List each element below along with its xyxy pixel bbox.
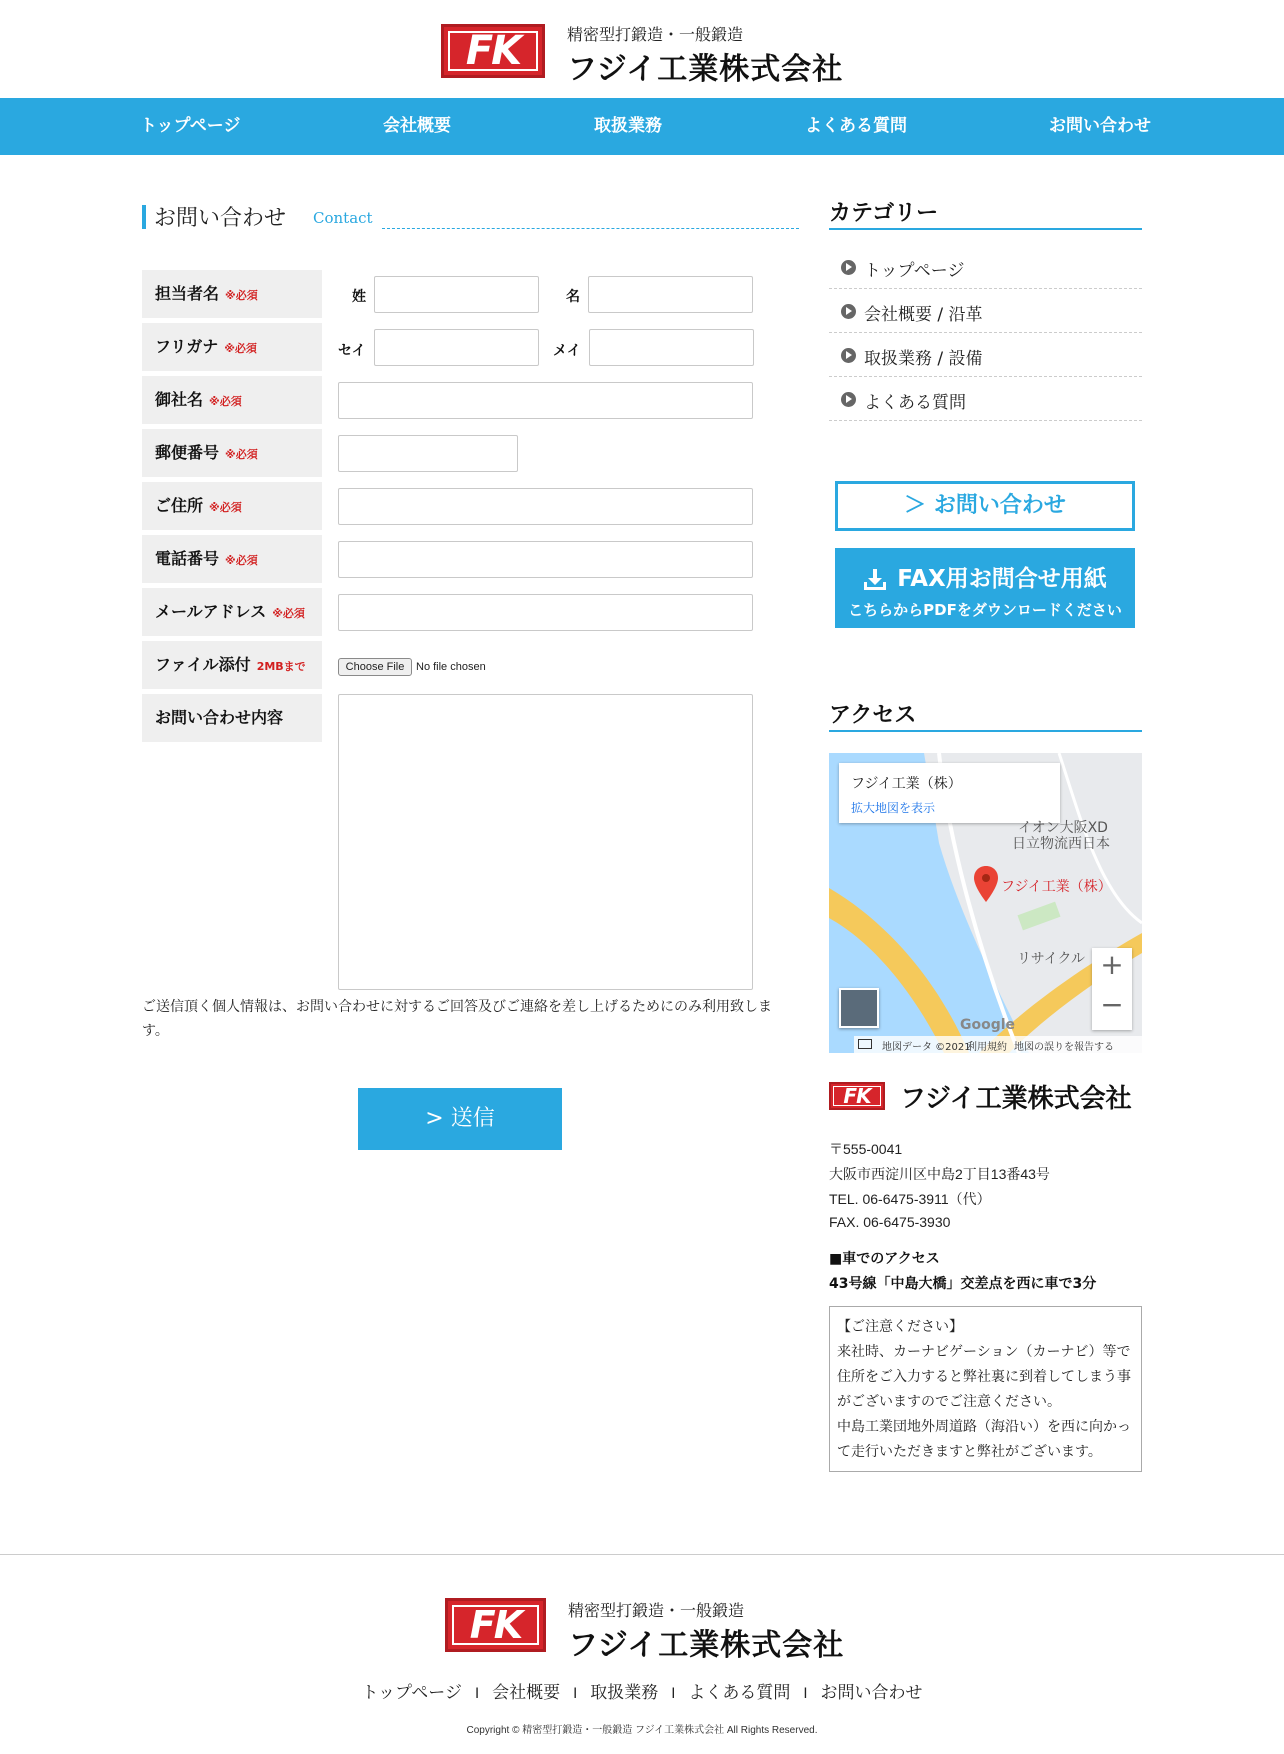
category-underline	[829, 228, 1142, 230]
google-map[interactable]	[829, 753, 1142, 1053]
nav-top[interactable]: トップページ	[140, 116, 241, 136]
privacy-notice: ご送信頂く個人情報は、お問い合わせに対するご回答及びご連絡を差し上げるためにのみ利用致しま す。	[142, 999, 772, 1039]
map-pin-icon[interactable]	[974, 866, 998, 902]
submit-button[interactable]: > 送信	[358, 1088, 562, 1150]
map-report-link[interactable]: 地図の誤りを報告する	[1014, 1042, 1114, 1053]
footer-divider	[0, 1554, 1284, 1555]
play-circle-icon	[841, 304, 856, 319]
footer-link-top[interactable]: トップページ	[361, 1683, 462, 1703]
map-larger-link[interactable]: 拡大地図を表示	[851, 801, 936, 815]
car-access-route: 43号線「中島大橋」交差点を西に車で3分	[829, 1276, 1097, 1292]
email-input[interactable]	[338, 594, 753, 631]
phone-input[interactable]	[338, 541, 753, 578]
main-nav	[0, 98, 1284, 155]
nav-company[interactable]: 会社概要	[383, 116, 451, 136]
fk-logo-small: FK	[829, 1082, 885, 1110]
required-mark: ※必須	[209, 501, 242, 514]
car-access-title: ■車でのアクセス	[829, 1251, 940, 1267]
access-zip: 〒555-0041	[829, 1141, 903, 1157]
access-company-name: フジイ工業株式会社	[900, 1084, 1132, 1114]
map-label-hitachi: 日立物流西日本	[1012, 836, 1110, 852]
required-mark: ※必須	[225, 554, 258, 567]
access-heading: アクセス	[829, 703, 917, 728]
label-message: お問い合わせ内容	[142, 694, 322, 742]
first-name-kana-input[interactable]	[589, 329, 754, 366]
required-mark: ※必須	[272, 607, 305, 620]
access-fax: FAX. 06-6475-3930	[829, 1214, 951, 1230]
footer-link-company[interactable]: 会社概要	[492, 1683, 561, 1703]
play-circle-icon	[841, 348, 856, 363]
access-tel: TEL. 06-6475-3911（代）	[829, 1191, 991, 1207]
title-accent-bar	[142, 205, 146, 229]
label-company: 御社名 ※必須	[142, 376, 322, 424]
label-zip: 郵便番号 ※必須	[142, 429, 322, 477]
zoom-out-button[interactable]: −	[1100, 988, 1124, 1021]
map-attribution: 地図データ ©2021 利用規約 地図の誤りを報告する	[854, 1036, 1142, 1053]
footer-link-business[interactable]: 取扱業務	[590, 1683, 659, 1703]
label-phone: 電話番号 ※必須	[142, 535, 322, 583]
map-label-recycle: リサイクル	[1017, 951, 1086, 967]
fk-logo[interactable]	[441, 24, 545, 78]
last-name-input[interactable]	[374, 276, 539, 313]
footer-link-contact[interactable]: お問い合わせ	[820, 1683, 923, 1703]
category-item-faq[interactable]: よくある質問	[829, 377, 1142, 421]
address-input[interactable]	[338, 488, 753, 525]
file-status: No file chosen	[416, 661, 486, 673]
page-title-en: Contact	[313, 209, 373, 227]
file-limit-note: 2MBまで	[256, 660, 306, 673]
site-header	[0, 0, 1284, 98]
label-email: メールアドレス ※必須	[142, 588, 322, 636]
map-label-aeon: イオン大阪XD	[1018, 820, 1108, 836]
company-input[interactable]	[338, 382, 753, 419]
message-textarea[interactable]	[338, 694, 753, 990]
label-mei-kana: メイ	[553, 343, 581, 359]
footer-nav: トップページ I 会社概要 I 取扱業務 I よくある質問 I お問い合わせ	[361, 1683, 923, 1703]
label-furigana: フリガナ ※必須	[142, 323, 322, 371]
caution-box: 【ご注意ください】 来社時、カーナビゲーション（カーナビ）等で 住所をご入力すると弊社裏に到着してしまう事 がございますのでご注意ください。 中島工業団地外周道路（海沿い）を西に向かっ て走行いただきますと弊社がございます。	[829, 1306, 1142, 1472]
play-circle-icon	[841, 260, 856, 275]
required-mark: ※必須	[209, 395, 242, 408]
map-terms-link[interactable]: 利用規約	[967, 1042, 1007, 1053]
label-sei-kana: セイ	[338, 343, 366, 359]
footer-tagline: 精密型打鍛造・一般鍛造	[568, 1601, 745, 1620]
required-mark: ※必須	[225, 289, 258, 302]
access-address: 大阪市西淀川区中島2丁目13番43号	[829, 1166, 1050, 1182]
map-place-name: フジイ工業（株）	[851, 776, 962, 792]
download-icon	[863, 569, 887, 591]
map-info-card	[839, 763, 1060, 823]
first-name-input[interactable]	[588, 276, 753, 313]
label-address: ご住所 ※必須	[142, 482, 322, 530]
nav-faq[interactable]: よくある質問	[805, 116, 907, 136]
logo-text: FK	[448, 31, 538, 71]
category-item-company[interactable]: 会社概要 / 沿革	[829, 289, 1142, 333]
label-mei: 名	[566, 289, 580, 305]
satellite-toggle[interactable]	[839, 988, 879, 1028]
label-name: 担当者名 ※必須	[142, 270, 322, 318]
copyright: Copyright © 精密型打鍛造・一般鍛造 フジイ工業株式会社 All Rights Reserved.	[466, 1725, 818, 1736]
label-sei: 姓	[352, 289, 366, 305]
category-heading: カテゴリー	[829, 201, 939, 226]
category-item-business[interactable]: 取扱業務 / 設備	[829, 333, 1142, 377]
header-tagline: 精密型打鍛造・一般鍛造	[567, 25, 744, 44]
required-mark: ※必須	[225, 448, 258, 461]
access-underline	[829, 730, 1142, 732]
map-label-pin: フジイ工業（株）	[1001, 879, 1112, 895]
map-zoom-control	[1092, 948, 1132, 1030]
footer-logo[interactable]: FK	[445, 1598, 546, 1652]
zip-input[interactable]	[338, 435, 518, 472]
page-title: お問い合わせ	[154, 206, 287, 231]
category-item-top[interactable]: トップページ	[829, 245, 1142, 289]
play-circle-icon	[841, 392, 856, 407]
fax-form-download-button[interactable]: FAX用お問合せ用紙 こちらからPDFをダウンロードください	[835, 548, 1135, 628]
nav-contact[interactable]: お問い合わせ	[1049, 116, 1151, 136]
google-logo: Google	[960, 1017, 1016, 1033]
keyboard-icon[interactable]	[858, 1039, 872, 1049]
choose-file-button[interactable]: Choose File	[338, 658, 412, 676]
footer-link-faq[interactable]: よくある質問	[688, 1683, 791, 1703]
nav-business[interactable]: 取扱業務	[594, 116, 662, 136]
title-divider	[382, 228, 799, 229]
sidebar-contact-button[interactable]: ＞ お問い合わせ	[835, 481, 1135, 531]
required-mark: ※必須	[224, 342, 257, 355]
header-company-name[interactable]: フジイ工業株式会社	[567, 52, 844, 87]
footer-company-name: フジイ工業株式会社	[568, 1628, 845, 1663]
zoom-in-button[interactable]: +	[1100, 948, 1124, 981]
last-name-kana-input[interactable]	[374, 329, 539, 366]
label-file: ファイル添付 2MBまで	[142, 641, 322, 689]
